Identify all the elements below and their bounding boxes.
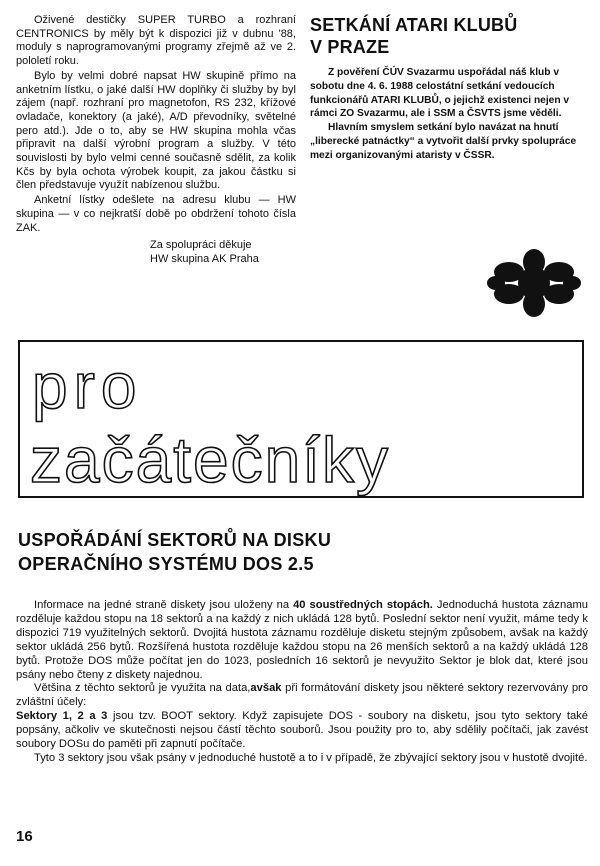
meeting-paragraph-2: Hlavním smyslem setkání bylo navázat na hnutí „liberecké patnáctky“ a vytvořit další prvky spolupráce mezi organizovanými ataristy v ČSSR. [310,122,577,161]
article-paragraph-2-bold: avšak [250,682,282,695]
article-heading-line-1: USPOŘÁDÁNÍ SEKTORŮ NA DISKU [18,530,332,550]
article-paragraph-2 [16,682,588,710]
beginners-banner [18,340,584,498]
signature-line-1: Za spolupráci děkuje [150,239,252,252]
article-paragraph-3-bold: Sektory 1, 2 a 3 [16,710,108,723]
article-body [16,599,588,766]
banner-word-pro: pro [32,350,143,422]
article-paragraph-1-rest: Jednoduchá hustota záznamu rozděluje každou stopu na 18 sektorů a na každý z nich ukládá 128 bytů. Poslední sektor není využit, máme tedy k dispozici 719 využitelných sektorů. Dvojitá hustota záznamu rozděluje disketu stejným způsobem, avšak na každý sektor ukládá 256 bytů. Rozšířená hustota rozděluje každou stopu na 26 menších sektorů a na každý ukládá 128 bytů. Protože DOS může počítat jen do 1023, posledních 16 sektorů je nevyužito Sektor je blok dat, které jsou psány nebo čteny z diskety najednou. [16,599,588,681]
atari-meeting-column [310,14,586,163]
article-paragraph-1-lead: Informace na jedné straně diskety jsou uloženy na [34,599,294,611]
article-paragraph-2-lead: Většina z těchto sektorů je využita na data, [34,682,251,695]
hw-paragraph-3: Anketní lístky odešlete na adresu klubu — HW skupina — v co nejkratší době po obdržení tohoto čísla ZAK. [16,194,296,234]
article-paragraph-1 [16,599,588,682]
article-heading [18,528,578,576]
hw-paragraph-2: Bylo by velmi dobré napsat HW skupině přímo na anketním lístku, o jaké další HW doplňky či služby by byl zájem (např. rozhraní pro magnetofon, RS 232, křížové ovladače, konektory (a jaké), A/D převodníky, světelné pero atd.). Jde o to, aby se HW skupina mohla včas připravit na další výrobní program a služby. V této souvislosti by bylo velmi cenné současně sdělit, za kolik Kčs by byla ochota výrobek koupit, za jakou částku si člen představuje využít nabízenou službu. [16,69,296,192]
signature [16,239,296,266]
signature-line-2: HW skupina AK Praha [150,252,259,265]
article-paragraph-2-rest: při formátování diskety jsou některé sektory rezervovány pro zvláštní účely: [16,682,588,709]
article-heading-line-2: OPERAČNÍHO SYSTÉMU DOS 2.5 [18,554,314,574]
meeting-heading-line-2: V PRAZE [310,37,390,57]
meeting-heading-line-1: SETKÁNÍ ATARI KLUBŮ [310,15,518,35]
article-paragraph-1-bold: 40 soustředných stopách. [293,599,433,611]
meeting-paragraph-1: Z pověření ČÚV Svazarmu uspořádal náš klub v sobotu dne 4. 6. 1988 celostátní setkání vedoucích funkcionářů ATARI KLUBŮ, o jejichž existenci nejen v rámci ZO Svazarmu, ale i SSM a ČSVTS jsme věděli. [310,67,570,120]
article-paragraph-3-rest: jsou tzv. BOOT sektory. Když zapisujete DOS - soubory na disketu, jsou tyto sektory také popsány, ačkoliv ve skutečnosti nejsou částí těchto souborů. Jsou použity pro to, aby sdělily počítači, jak zavést soubory DOSu do paměti při zapnutí počítače. [16,710,588,751]
meeting-heading [310,14,586,58]
page-number: 16 [16,828,33,845]
hw-paragraph-1: Oživené destičky SUPER TURBO a rozhraní CENTRONICS by měly být k dispozici již v dubnu '88, moduly s naprogramovanými programy zřejmě až ve 2. pololetí roku. [16,14,296,68]
banner-word-beginners: začátečníky [30,424,390,496]
article-paragraph-4: Tyto 3 sektory jsou však psány v jednoduché hustotě a to i v případě, že zbývající sektory jsou v hustotě dvojité. [34,751,588,764]
article-paragraph-3 [16,710,588,752]
flower-ornament-icon [486,248,582,318]
hw-group-column [16,14,296,267]
